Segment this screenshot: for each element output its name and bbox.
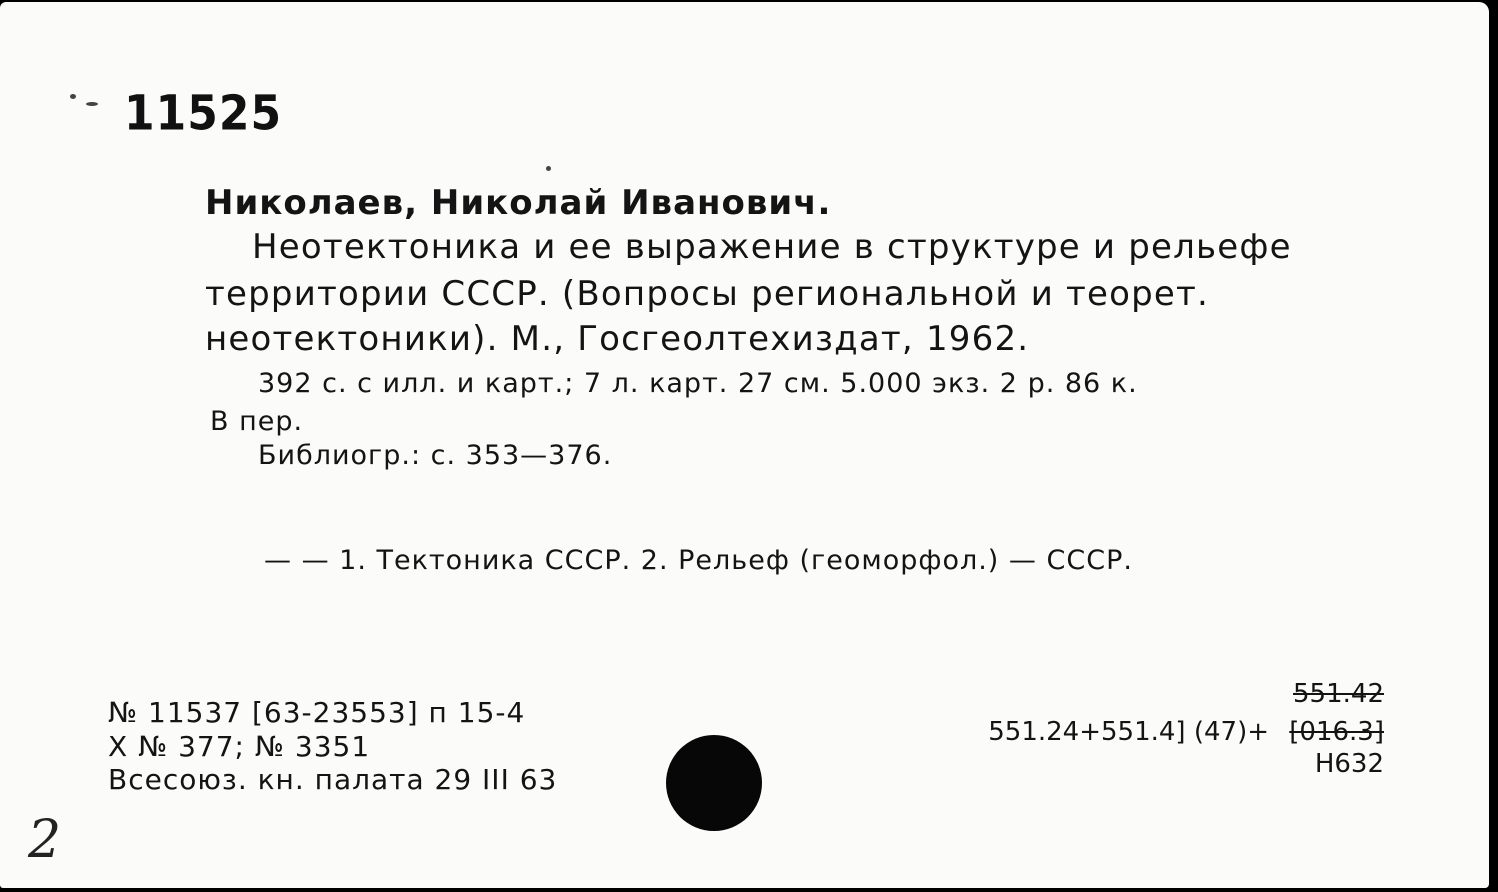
registry-line-1: № 11537 [63-23553] п 15-4 — [108, 696, 526, 729]
udc-struck-code: 551.42 — [1293, 679, 1384, 709]
udc-classification: 551.24+551.4] (47)+ — [988, 717, 1269, 747]
ink-speck — [546, 166, 551, 171]
handwritten-mark: 2 — [28, 810, 62, 870]
ink-speck — [86, 102, 98, 106]
card-hole-punch — [666, 735, 762, 831]
catalog-card — [0, 2, 1489, 888]
physical-description: 392 с. с илл. и карт.; 7 л. карт. 27 см. 5.000 экз. 2 р. 86 к. — [258, 368, 1138, 399]
registry-line-2: Х № 377; № 3351 — [108, 730, 371, 763]
title-line-1: Неотектоника и ее выражение в структуре и рельефе — [252, 227, 1292, 267]
call-number: Н632 — [1314, 749, 1384, 779]
author-heading: Николаев, Николай Иванович. — [205, 183, 832, 223]
binding-note: В пер. — [210, 406, 304, 437]
registry-line-3: Всесоюз. кн. палата 29 III 63 — [108, 763, 558, 796]
bibliography-note: Библиогр.: с. 353—376. — [258, 440, 613, 471]
title-line-3: неотектоники). М., Госгеолтехиздат, 1962. — [205, 319, 1030, 359]
stamp-number: 11525 — [124, 85, 283, 142]
title-line-2: территории СССР. (Вопросы региональной и теорет. — [205, 274, 1210, 314]
subject-headings: — — 1. Тектоника СССР. 2. Рельеф (геоморфол.) — СССР. — [264, 545, 1133, 576]
udc-struck-bracket: [016.3] — [1289, 717, 1384, 747]
ink-speck — [70, 94, 76, 99]
card-shadow-edge — [1489, 0, 1498, 892]
